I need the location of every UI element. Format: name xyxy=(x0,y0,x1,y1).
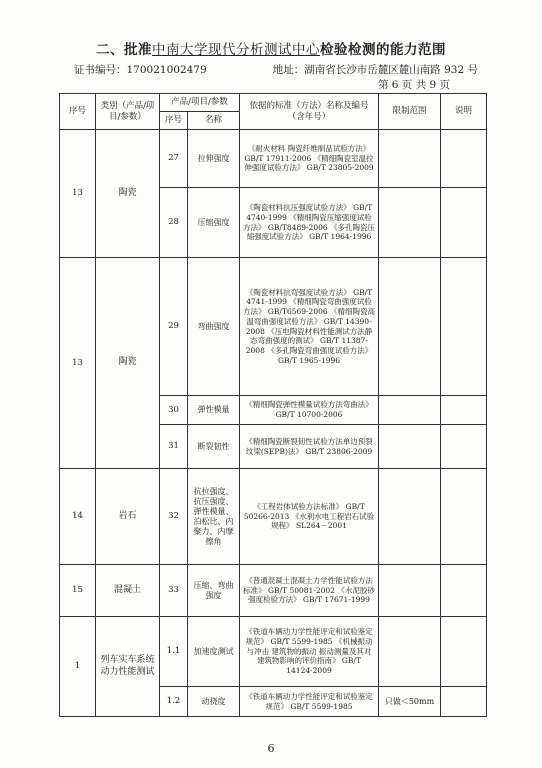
row-note xyxy=(441,188,487,258)
row-seq: 14 xyxy=(60,469,96,565)
title-org: 中南大学现代分析测试中心 xyxy=(152,42,320,58)
page-title xyxy=(0,38,542,58)
row-limit xyxy=(379,188,441,258)
row-seq: 1 xyxy=(60,617,96,717)
row-note xyxy=(441,396,487,425)
header-category: 类别（产品/项目/参数） xyxy=(96,94,160,130)
row-standard: 《工程岩体试验方法标准》 GB/T 50266-2013 《水利水电工程岩石试验规程》 SL264－2001 xyxy=(240,469,379,565)
row-note xyxy=(441,258,487,396)
row-standard: 《铁道车辆动力学性能评定和试验鉴定规范》 GB/T 5599-1985 《机械振动与冲击 建筑物的振动 振动测量及其对建筑物影响的评价指南》 GB/T 14124-2009 xyxy=(240,617,379,687)
title-prefix: 二、批准 xyxy=(96,42,152,58)
row-sub-seq: 28 xyxy=(160,188,188,258)
row-category: 陶瓷 xyxy=(96,130,160,258)
row-name: 拉伸强度 xyxy=(188,130,240,188)
header-standard: 依据的标准（方法）名称及编号（含年号） xyxy=(240,94,379,130)
row-category: 列车实车系统动力性能测试 xyxy=(96,617,160,717)
row-note xyxy=(441,565,487,617)
table-row xyxy=(60,469,487,565)
row-name: 断裂韧性 xyxy=(188,425,240,469)
header-limit: 限制范围 xyxy=(379,94,441,130)
row-category: 岩石 xyxy=(96,469,160,565)
row-sub-seq: 31 xyxy=(160,425,188,469)
row-standard: 《普通混凝土混凝土力学性能试验方法标准》 GB/T 50081-2002 《水泥胶砂强度检验方法》 GB/T 17671-1999 xyxy=(240,565,379,617)
row-sub-seq: 32 xyxy=(160,469,188,565)
row-seq: 15 xyxy=(60,565,96,617)
row-category: 陶瓷 xyxy=(96,258,160,469)
row-seq: 13 xyxy=(60,258,96,469)
table-row xyxy=(60,258,487,396)
row-note xyxy=(441,687,487,717)
row-limit xyxy=(379,258,441,396)
row-standard: 《精细陶瓷断裂韧性试验方法单边预裂纹梁(SEPB)法》 GB/T 23806-2009 xyxy=(240,425,379,469)
title-suffix: 检验检测的能力范围 xyxy=(320,42,446,58)
row-name: 压缩、弯曲强度 xyxy=(188,565,240,617)
row-limit xyxy=(379,130,441,188)
row-name: 动挠度 xyxy=(188,687,240,717)
row-note xyxy=(441,130,487,188)
row-sub-seq: 30 xyxy=(160,396,188,425)
row-limit: 只做＜50mm xyxy=(379,687,441,717)
row-limit xyxy=(379,425,441,469)
header-note: 说明 xyxy=(441,94,487,130)
row-standard: 《精细陶瓷弹性模量试验方法弯曲法》 GB/T 10700-2006 xyxy=(240,396,379,425)
row-limit xyxy=(379,565,441,617)
row-note xyxy=(441,425,487,469)
row-standard: 《耐火材料 陶瓷纤维制品试验方法》 GB/T 17911-2006 《精细陶瓷室温拉伸强度试验方法》 GB/T 23805-2009 xyxy=(240,130,379,188)
row-name: 弹性模量 xyxy=(188,396,240,425)
page-info: 第 6 页 共 9 页 xyxy=(377,79,450,91)
row-note xyxy=(441,617,487,687)
document-meta xyxy=(74,62,478,77)
table-header-row xyxy=(60,94,487,112)
table-row xyxy=(60,565,487,617)
row-seq: 13 xyxy=(60,130,96,258)
header-product-group: 产品/项目/参数 xyxy=(160,94,240,112)
row-sub-seq: 1.2 xyxy=(160,687,188,717)
row-name: 弯曲强度 xyxy=(188,258,240,396)
row-limit xyxy=(379,617,441,687)
row-limit xyxy=(379,469,441,565)
row-sub-seq: 33 xyxy=(160,565,188,617)
header-name: 名称 xyxy=(188,112,240,130)
row-standard: 《陶瓷材料抗弯强度试验方法》 GB/T 4741-1999 《精细陶瓷弯曲强度试验方法》 GB/T6569-2006 《精细陶瓷高温弯曲强度试验方法》 GB/T 14390-2008 《压电陶瓷材料性能测试方法静态弯曲强度的测试》 GB/T 11387-2008 《多孔陶瓷弯曲强度试验方法》 GB/T 1965-1996 xyxy=(240,258,379,396)
capability-table xyxy=(59,93,487,717)
row-name: 压缩强度 xyxy=(188,188,240,258)
row-name: 抗拉强度、抗压强度、弹性模量、泊松比、内聚力、内摩擦角 xyxy=(188,469,240,565)
row-limit xyxy=(379,396,441,425)
row-category: 混凝土 xyxy=(96,565,160,617)
row-name: 加速度测试 xyxy=(188,617,240,687)
row-sub-seq: 27 xyxy=(160,130,188,188)
row-sub-seq: 1.1 xyxy=(160,617,188,687)
page-number: 6 xyxy=(267,742,275,755)
address: 地址：湖南省长沙市岳麓区麓山南路 932 号 xyxy=(272,64,478,76)
table-row xyxy=(60,617,487,687)
table-row xyxy=(60,130,487,188)
header-seq: 序号 xyxy=(60,94,96,130)
row-standard: 《铁道车辆动力学性能评定和试验鉴定规范》 GB/T 5599-1985 xyxy=(240,687,379,717)
row-standard: 《陶瓷材料抗压强度试验方法》 GB/T 4740-1999 《精细陶瓷压缩强度试验方法》 GB/T8489-2006 《多孔陶瓷压缩强度试验方法》 GB/T 1964-1996 xyxy=(240,188,379,258)
row-note xyxy=(441,469,487,565)
certificate-number: 证书编号：170021002479 xyxy=(74,64,207,76)
row-sub-seq: 29 xyxy=(160,258,188,396)
header-sub-seq: 序号 xyxy=(160,112,188,130)
